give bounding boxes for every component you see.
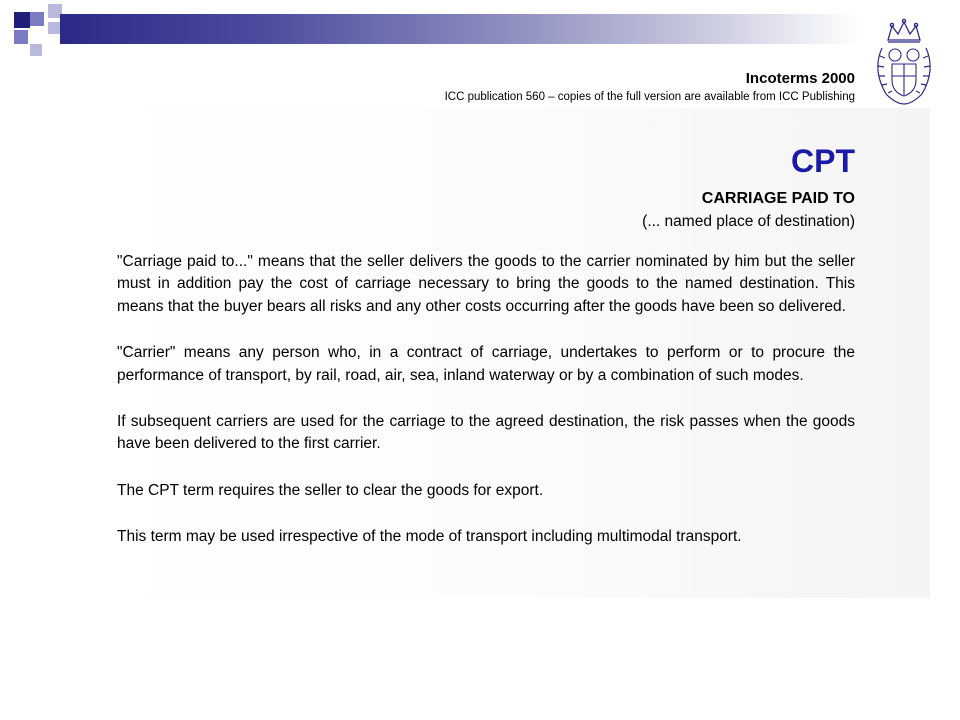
transport-mode-paragraph: This term may be used irrespective of the mode of transport including multimodal transport. xyxy=(117,528,742,546)
corner-square-4 xyxy=(14,30,28,44)
corner-square-6 xyxy=(48,22,60,34)
term-name: CARRIAGE PAID TO xyxy=(701,190,855,207)
corner-square-1 xyxy=(14,12,30,28)
corner-square-5 xyxy=(30,44,42,56)
corner-square-2 xyxy=(30,12,44,26)
definition-paragraph: "Carriage paid to..." means that the seller delivers the goods to the carrier nominated by him but the seller must in addition pay the cost of carriage necessary to bring the goods to the named destination. This means that the buyer bears all risks and any other costs occurring after the goods have been so delivered. xyxy=(117,253,855,315)
export-paragraph: The CPT term requires the seller to clear the goods for export. xyxy=(117,481,544,499)
term-code: CPT xyxy=(791,143,855,179)
header-subtitle: ICC publication 560 – copies of the full version are available from ICC Publishing xyxy=(444,91,855,103)
institution-seal-icon xyxy=(868,18,940,106)
term-named-place: (... named place of destination) xyxy=(642,213,855,230)
header-title: Incoterms 2000 xyxy=(745,70,855,87)
header-band xyxy=(60,14,860,44)
body-text xyxy=(117,251,855,549)
carrier-paragraph: "Carrier" means any person who, in a contract of carriage, undertakes to perform or to procure the performance of transport, by rail, road, air, sea, inland waterway or by a combination of such modes. xyxy=(117,344,855,384)
risk-paragraph: If subsequent carriers are used for the carriage to the agreed destination, the risk passes when the goods have been delivered to the first carrier. xyxy=(117,413,855,453)
